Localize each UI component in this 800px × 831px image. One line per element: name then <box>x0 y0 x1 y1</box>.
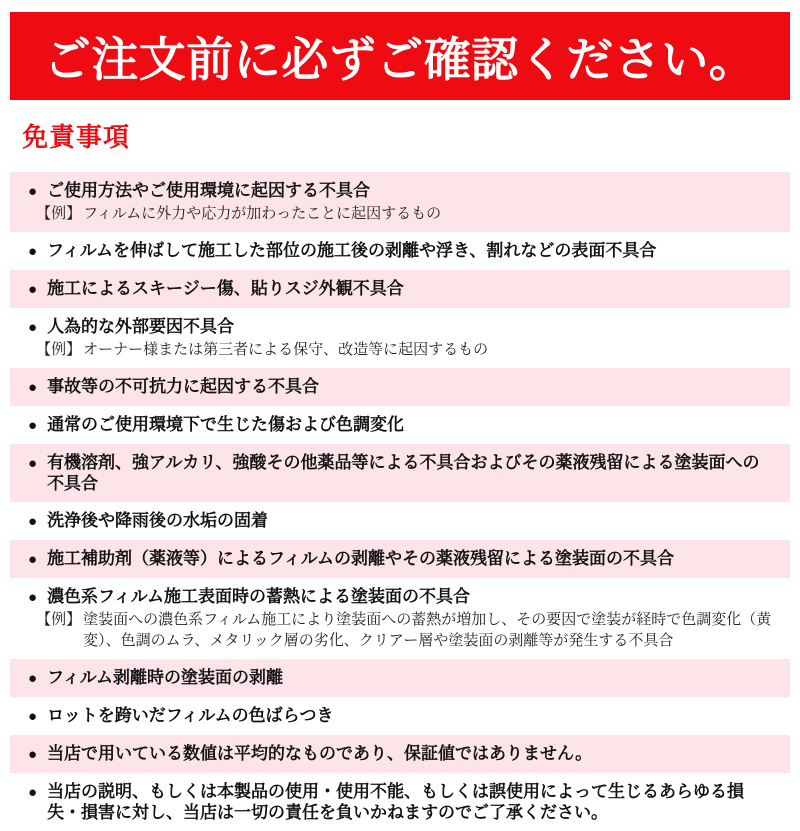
disclaimer-list-item <box>10 172 790 232</box>
list-item-text: 事故等の不可抗力に起因する不具合 <box>47 377 320 396</box>
list-item-text: 濃色系フィルム施工表面時の蓄熱による塗装面の不具合 <box>47 587 471 606</box>
example-text: フィルムに外力や応力が加わったことに起因するもの <box>83 205 442 222</box>
bullet-icon: ● <box>28 746 38 763</box>
list-item-body <box>47 452 776 494</box>
list-item-text: 通常のご使用環境下で生じた傷および色調変化 <box>47 415 405 434</box>
list-item-text: フィルムを伸ばして施工した部位の施工後の剥離や浮き、割れなどの表面不具合 <box>47 241 657 260</box>
list-item-body <box>47 278 776 299</box>
list-item-body <box>47 414 776 435</box>
disclaimer-list-item <box>10 659 790 697</box>
list-item-text: 施工によるスキージー傷、貼りスジ外観不具合 <box>47 279 404 298</box>
disclaimer-list-item <box>10 368 790 406</box>
disclaimer-list-item <box>10 406 790 444</box>
disclaimer-list-item <box>10 578 790 659</box>
list-item-example <box>36 339 776 360</box>
disclaimer-list-item <box>10 502 790 540</box>
list-item-body <box>47 705 776 726</box>
list-item-body <box>36 180 776 224</box>
list-item-example <box>36 609 776 651</box>
list-item-example <box>36 203 776 224</box>
bullet-icon: ● <box>28 243 38 260</box>
bullet-icon: ● <box>28 670 38 687</box>
list-item-body <box>47 781 776 823</box>
section-title-disclaimer: 免責事項 <box>22 122 131 152</box>
disclaimer-list-item <box>10 735 790 773</box>
list-item-text: 洗浄後や降雨後の水垢の固着 <box>47 511 269 530</box>
bullet-icon: ● <box>28 183 38 200</box>
bullet-icon: ● <box>28 319 38 336</box>
bullet-icon: ● <box>28 513 38 530</box>
disclaimer-list-item <box>10 308 790 368</box>
list-item-body <box>47 548 776 569</box>
list-item-body <box>47 376 776 397</box>
example-text: 塗装面への濃色系フィルム施工により塗装面への蓄熱が増加し、その要因で塗装が経時で色調変化（黄変）、色調のムラ、メタリック層の劣化、クリアー層や塗装面の剥離等が発生する不具合 <box>83 611 772 649</box>
bullet-icon: ● <box>28 589 38 606</box>
bullet-icon: ● <box>28 379 38 396</box>
disclaimer-list-item <box>10 444 790 502</box>
attention-banner <box>10 12 790 100</box>
example-text: オーナー様または第三者による保守、改造等に起因するもの <box>83 341 489 358</box>
list-item-body <box>47 240 776 261</box>
disclaimer-list <box>10 172 790 831</box>
disclaimer-list-item <box>10 232 790 270</box>
list-item-text: 有機溶剤、強アルカリ、強酸その他薬品等による不具合およびその薬液残留による塗装面への不具合 <box>47 453 760 493</box>
list-item-body <box>36 316 776 360</box>
disclaimer-list-item <box>10 773 790 831</box>
disclaimer-notice-page <box>0 12 800 831</box>
bullet-icon: ● <box>28 281 38 298</box>
attention-banner-text: ご注文前に必ずご確認ください。 <box>43 32 757 86</box>
list-item-text: 当店で用いている数値は平均的なものであり、保証値ではありません。 <box>47 744 593 763</box>
example-label: 【例】 <box>36 205 82 222</box>
disclaimer-list-item <box>10 540 790 578</box>
list-item-text: 当店の説明、もしくは本製品の使用・使用不能、もしくは誤使用によって生じるあらゆる損失・損害に対し、当店は一切の責任を負いかねますのでご了承ください。 <box>47 782 745 822</box>
list-item-body <box>47 743 776 764</box>
bullet-icon: ● <box>28 708 38 725</box>
bullet-icon: ● <box>28 455 38 472</box>
list-item-text: ご使用方法やご使用環境に起因する不具合 <box>47 181 371 200</box>
disclaimer-list-item <box>10 270 790 308</box>
bullet-icon: ● <box>28 784 38 801</box>
list-item-body <box>47 510 776 531</box>
list-item-text: 施工補助剤（薬液等）によるフィルムの剥離やその薬液残留による塗装面の不具合 <box>47 549 675 568</box>
list-item-text: 人為的な外部要因不具合 <box>47 317 235 336</box>
example-label: 【例】 <box>36 341 82 358</box>
disclaimer-list-item <box>10 697 790 735</box>
list-item-body <box>36 586 776 651</box>
list-item-text: ロットを跨いだフィルムの色ばらつき <box>47 706 334 725</box>
example-label: 【例】 <box>36 611 82 628</box>
list-item-text: フィルム剥離時の塗装面の剥離 <box>47 668 284 687</box>
bullet-icon: ● <box>28 551 38 568</box>
bullet-icon: ● <box>28 417 38 434</box>
list-item-body <box>47 667 776 688</box>
